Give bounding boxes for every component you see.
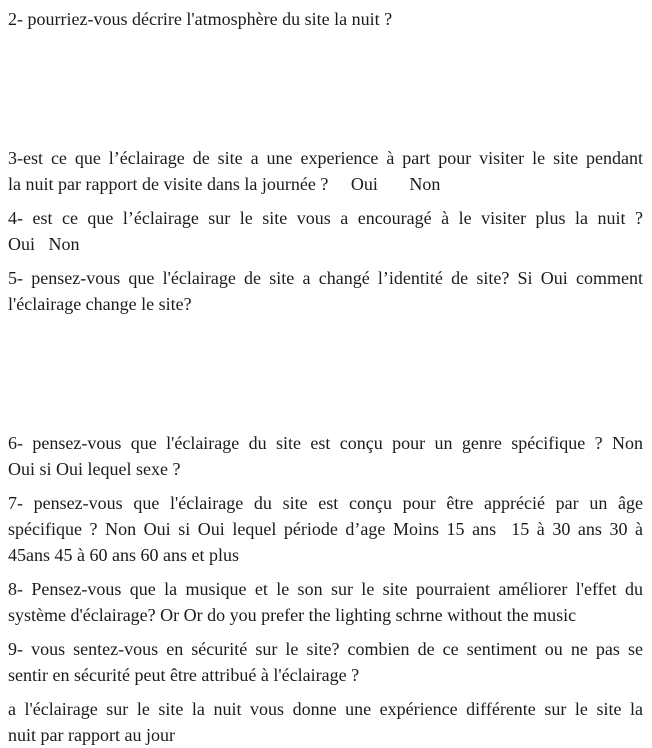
text-line: 4- est ce que l’éclairage sur le site vous a encouragé à le visiter plus la nuit ?: [8, 208, 643, 228]
question-2: [8, 6, 643, 32]
text-line: la nuit par rapport de visite dans la journée ? Oui Non: [8, 174, 441, 194]
question-8: [8, 576, 643, 628]
text-line: spécifique ? Non Oui si Oui lequel période d’age Moins 15 ans 15 à 30 ans 30 à: [8, 519, 643, 539]
text-line: nuit par rapport au jour: [8, 725, 175, 745]
question-6: [8, 430, 643, 482]
text-line: 5- pensez-vous que l'éclairage de site a changé l’identité de site? Si Oui comment: [8, 268, 643, 288]
text-line: système d'éclairage? Or Or do you prefer the lighting schrne without the music: [8, 605, 577, 625]
question-3: [8, 145, 643, 197]
text-line: l'éclairage change le site?: [8, 294, 192, 314]
text-line: 7- pensez-vous que l'éclairage du site est conçu pour être apprécié par un âge: [8, 493, 643, 513]
text-line: 2- pourriez-vous décrire l'atmosphère du site la nuit ?: [8, 9, 393, 29]
text-line: 45ans 45 à 60 ans 60 ans et plus: [8, 545, 239, 565]
text-line: Oui si Oui lequel sexe ?: [8, 459, 181, 479]
text-line: Oui Non: [8, 234, 80, 254]
text-line: 3-est ce que l’éclairage de site a une experience à part pour visiter le site pendant: [8, 148, 643, 168]
closing-note: [8, 696, 643, 748]
question-4: [8, 205, 643, 257]
text-line: 9- vous sentez-vous en sécurité sur le site? combien de ce sentiment ou ne pas se: [8, 639, 643, 659]
answer-space: [8, 40, 643, 145]
text-line: 6- pensez-vous que l'éclairage du site est conçu pour un genre spécifique ? Non: [8, 433, 643, 453]
answer-space: [8, 325, 643, 430]
question-9: [8, 636, 643, 688]
text-line: 8- Pensez-vous que la musique et le son sur le site pourraient améliorer l'effet du: [8, 579, 643, 599]
text-line: a l'éclairage sur le site la nuit vous donne une expérience différente sur le site la: [8, 699, 643, 719]
question-5: [8, 265, 643, 317]
question-7: [8, 490, 643, 568]
text-line: sentir en sécurité peut être attribué à l'éclairage ?: [8, 665, 360, 685]
